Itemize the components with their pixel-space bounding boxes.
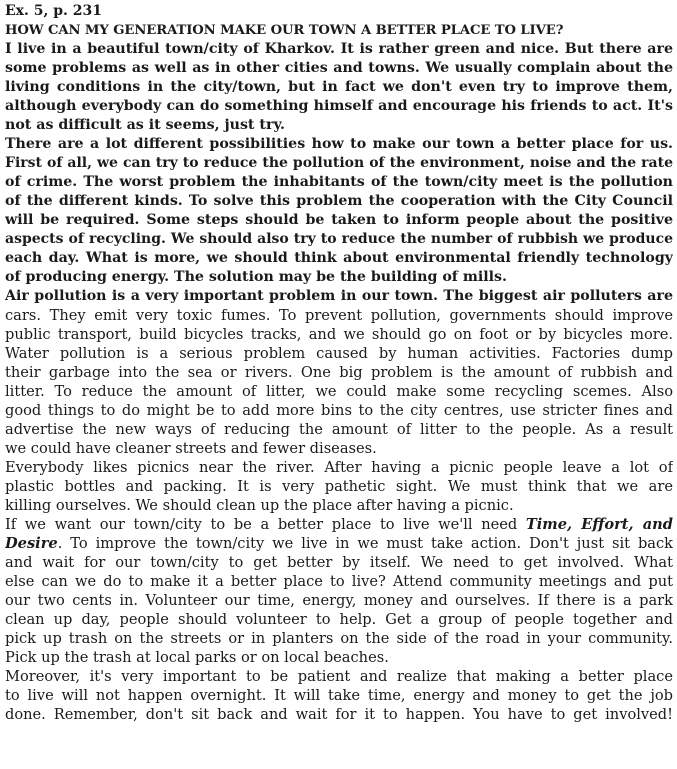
text-line: to live will not happen overnight. It will take time, energy and money to get the job [5, 687, 673, 704]
text-line: else can we do to make it a better place to live? Attend community meetings and put [5, 573, 673, 590]
text-fragment: . To improve the town/city we live in we must take action. Don't just sit back [57, 535, 673, 552]
bold-text-block [5, 40, 673, 306]
text-line: not as difficult as it seems, just try. [5, 117, 286, 133]
text-line: we could have cleaner streets and fewer diseases. [5, 440, 377, 457]
text-line: of crime. The worst problem the inhabitants of the town/city meet is the pollution [5, 174, 673, 190]
text-line: plastic bottles and packing. It is very pathetic sight. We must think that we are [5, 478, 673, 495]
essay-title: HOW CAN MY GENERATION MAKE OUR TOWN A BETTER PLACE TO LIVE? [5, 23, 564, 38]
text-line: each day. What is more, we should think about environmental friendly technology [5, 250, 673, 266]
text-line [5, 534, 673, 553]
text-line: killing ourselves. We should clean up the place after having a picnic. [5, 497, 514, 514]
exercise-reference: Ex. 5, p. 231 [5, 3, 103, 19]
text-line: done. Remember, don't sit back and wait for it to happen. You have to get involved! [5, 706, 673, 723]
text-line: Pick up the trash at local parks or on local beaches. [5, 649, 389, 666]
text-line: I live in a beautiful town/city of Kharkov. It is rather green and nice. But there are [5, 41, 673, 57]
text-line: aspects of recycling. We should also try to reduce the number of rubbish we produce [5, 231, 673, 247]
text-line: cars. They emit very toxic fumes. To prevent pollution, governments should improve [5, 307, 673, 324]
text-line: advertise the new ways of reducing the amount of litter to the people. As a result [5, 421, 673, 438]
text-line: our two cents in. Volunteer our time, energy, money and ourselves. If there is a park [5, 592, 673, 609]
text-line: pick up trash on the streets or in planters on the side of the road in your community. [5, 630, 673, 647]
text-line: litter. To reduce the amount of litter, we could make some recycling scemes. Also [5, 383, 673, 400]
text-line: some problems as well as in other cities and towns. We usually complain about the [5, 60, 673, 76]
text-line: good things to do might be to add more bins to the city centres, use stricter fines and [5, 402, 673, 419]
text-fragment: If we want our town/city to be a better place to live we'll need [5, 516, 526, 533]
emphasis-text: Desire [5, 535, 58, 552]
text-line: although everybody can do something himself and encourage his friends to act. It's [5, 98, 673, 114]
emphasis-text: Time, Effort, and [525, 516, 673, 533]
text-line: Water pollution is a serious problem caused by human activities. Factories dump [5, 345, 673, 362]
text-line: There are a lot different possibilities how to make our town a better place for us. [5, 136, 673, 152]
text-line: public transport, build bicycles tracks, and we should go on foot or by bicycles more. [5, 326, 673, 343]
text-line: their garbage into the sea or rivers. One big problem is the amount of rubbish and [5, 364, 673, 381]
text-line: of the different kinds. To solve this problem the cooperation with the City Council [5, 193, 673, 209]
plain-text-block [5, 306, 673, 724]
text-line: will be required. Some steps should be taken to inform people about the positive [5, 212, 673, 228]
text-line [5, 515, 673, 534]
text-line: Moreover, it's very important to be patient and realize that making a better place [5, 668, 673, 685]
text-line: First of all, we can try to reduce the pollution of the environment, noise and the rate [5, 155, 673, 171]
text-line: living conditions in the city/town, but in fact we don't even try to improve them, [5, 79, 673, 95]
text-line: clean up day, people should volunteer to help. Get a group of people together and [5, 611, 673, 628]
text-line: Air pollution is a very important problem in our town. The biggest air polluters are [5, 288, 673, 304]
text-line: of producing energy. The solution may be the building of mills. [5, 269, 507, 285]
text-line: Everybody likes picnics near the river. After having a picnic people leave a lot of [5, 459, 673, 476]
text-line: and wait for our town/city to get better by itself. We need to get involved. What [5, 554, 673, 571]
